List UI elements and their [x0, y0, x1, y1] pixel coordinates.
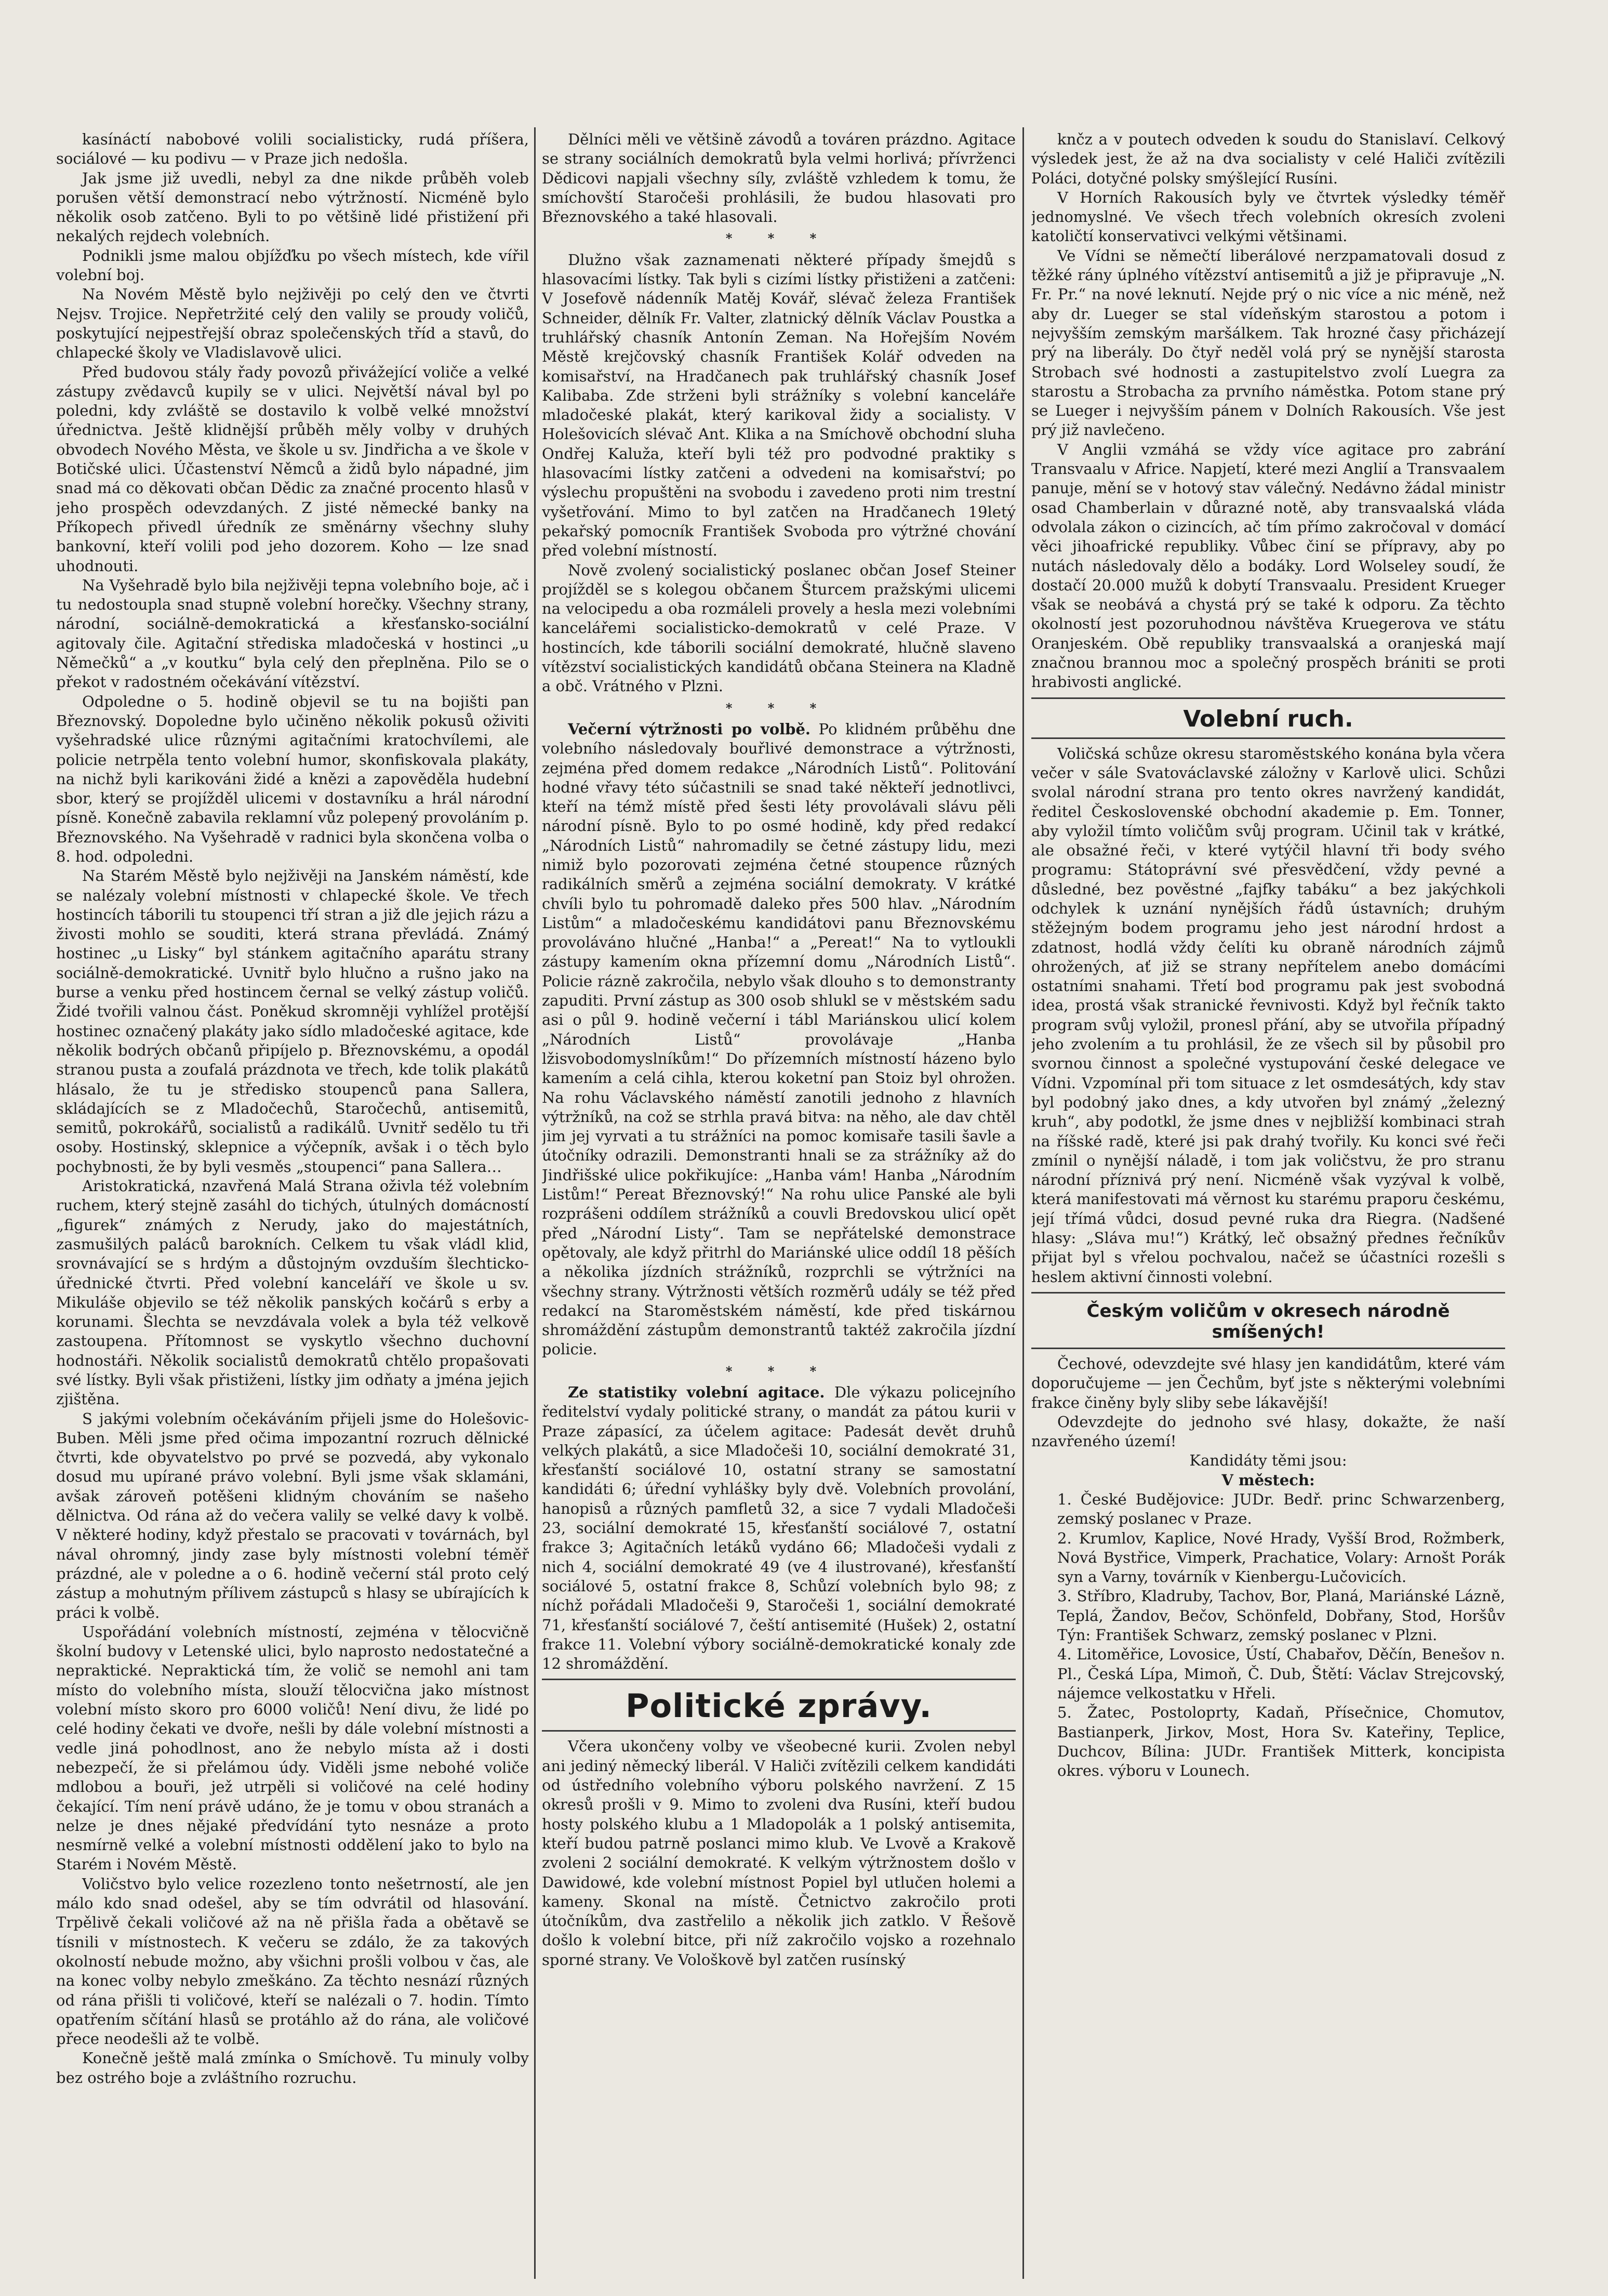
paragraph: Jak jsme již uvedli, nebyl za dne nikde průběh voleb porušen větší demonstrací nebo výtržností. Nicméně bylo několik osob zatčeno. Byli to po většině lidé přistižení při nekalých rejdech volebních.	[56, 169, 529, 245]
column-2	[542, 130, 1016, 2276]
paragraph: Voličstvo bylo velice rozezleno tonto nešetrností, ale jen málo kdo snad odešel, aby se tím odvrátil od hlasování. Trpělivě čekali voličové až na ně přišla řada a obětavě se tísnili v místnostech. K večeru se zdálo, že za takových okolností nebude možno, aby všichni prošli volbou v čas, ale na konec volby nebylo zmeškáno. Za těchto nesnází různých od rána přišli ti voličové, kteří se nalézali o 7. hodin. Tímto opatřením sčítání hlasů se protáhlo až do rána, ale voličové přece neodešli až te volbě.	[56, 1875, 529, 2048]
horizontal-rule	[1031, 737, 1505, 739]
paragraph: Voličská schůze okresu staroměstského konána byla včera večer v sále Svatováclavské záložny v Karlově ulici. Schůzi svolal národní strana pro tento okres navržený kandidát, ředitel Československé obchodní akademie p. Em. Tonner, aby vyložil tímto voličům svůj program. Učinil tak v krátké, ale obsažné řeči, v které vytýčil hlavní tři body svého programu: Státoprávní své přesvědčení, vždy pevné a důsledné, bez pověstné „fajfky tabáku“ a bez jakýchkoli odchylek k uznání nynějších řádů ústavních; druhým stěžejným bodem programu jeho jest národní hrdost a zdatnost, hodlá vždy čelíti ku obraně národních zájmů ohrožených, ať již se strany nepřítelem anebo domácími ostatními snahami. Třetí bod programu pak jest svobodná idea, prostá však stranické řevnivosti. Když byl řečník takto program svůj vyložil, pronesl přání, aby se utvořila případný jeho zvolením a tu prohlásil, že ze všech sil by působil pro svornou činnost a společné vystupování české delegace ve Vídni. Vzpomínal při tom situace z let osmdesátých, kdy stav byl podobný jako dnes, a kdy utvořen byl známý „železný kruh“, aby podotkl, že jsme dnes v nejbližší kombinaci strah na říšské radě, které jsi pak drahý tvořily. Ku konci své řeči zmínil o nynější náladě, i tom jak voličstvu, že pro stranu národní příznivá prý není. Nicméně však vyzýval k volbě, která manifestovati má věrnost ku starému praporu českému, její třímá vůdci, dosud pevné ruka dra Riegra. (Nadšené hlasy: „Sláva mu!“) Krátký, leč obsažný přednes řečníkův přijat byl s vřelou pochvalou, načež se účastníci rozešli s heslem aktivní činnosti volební.	[1031, 744, 1505, 1286]
cities-label: V městech:	[1221, 1471, 1315, 1489]
column-3	[1031, 130, 1505, 2276]
section-headline: Ze statistiky volební agitace.	[568, 1383, 825, 1401]
paragraph: Uspořádání volebních místností, zejména v tělocvičně školní budovy v Letenské ulici, bylo naprosto nedostatečné a nepraktické. Nepraktická tím, že volič se nemohl ani tam místo do volebního místa, slouží tělocvična jako místnost volební místo skoro pro 6000 voličů! Není divu, že lidé po celé hodiny čekati ve dvoře, nešli by dále volební místnosti a vedle jiná pohodlnost, ano že nebylo místa až i dosti nebezpečí, že si přelámou údy. Viděli jsme nebohé voliče mdlobou a bouři, jež utrpěli si voličové na celé hodiny čekající. Tím není právě udáno, že je tomu v obou stranách a nelze je dnes nějaké předvídání tyto nesnáze a proto nesmírně velké a volební místnosti oddělení jako to bylo na Starém i Novém Městě.	[56, 1622, 529, 1873]
candidates-label: Kandidáty těmi jsou:	[1189, 1452, 1347, 1470]
list-item: 5. Žatec, Postoloprty, Kadaň, Přísečnice, Chomutov, Bastianperk, Jirkov, Most, Hora Sv. Kateřiny, Teplice, Duchcov, Bílina: JUDr. František Mitterk, koncipista okres. výboru v Lounech.	[1057, 1704, 1505, 1780]
section-title: Českým voličům v okresech národně smíšených!	[1086, 1300, 1450, 1342]
paragraph: knčz a v poutech odveden k soudu do Stanislaví. Celkový výsledek jest, že až na dva socialisty v celé Haliči zvítězili Poláci, dotyčné polsky smýšlející Rusíni.	[1031, 130, 1505, 187]
paragraph: Včera ukončeny volby ve všeobecné kurii. Zvolen nebyl ani jediný německý liberál. V Haliči zvítězili celkem kandidáti od ústředního volebního výboru polského navržení. Z 15 okresů prošli v 9. Mimo to zvoleni dva Rusíni, kteří budou hosty polského klubu a 1 Mladopolák a 1 polský antisemita, kteří budou patrně poslanci mimo klub. Ve Lvově a Krakově zvoleni 2 sociální demokraté. K velkým výtržnostem došlo v Dawidowé, kde volební místnost Popiel byl utlučen holemi a kameny. Skonal na místě. Četnictvo zakročilo proti útočníkům, dva zastřelilo a několik jich zatklo. V Řešově došlo k volební bitce, při níž zakročilo vojsko a rozehnalo sporné strany. Ve Vološkově byl zatčen rusínský	[542, 1737, 1016, 1969]
column-1	[56, 130, 529, 2276]
paragraph-text: Po klidném průběhu dne volebního následovaly bouřlivé demonstrace a výtržnosti, zejména před domem redakce „Národních Listů“. Politování hodné vřavy této súčastnili se snad také někteří jednotlivci, kteří na témž místě před šesti léty provolávali slávu pěli národní písně. Bylo to po osmé hodině, kdy před redakcí „Národních Listů“ nahromadily se četné zástupy lidu, mezi nimiž bylo pozorovati zejména četné stoupence různých radikálních směrů a zejména sociální demokraty. V krátké chvíli bylo tu pohromadě daleko přes 500 hlav. „Národním Listům“ a mladočeskému kandidátovi panu Březnovskému provoláváno hlučné „Hanba!“ a „Pereat!“ Na to vytloukli zástupy kamením okna přízemní domu „Národních Listů“. Policie rázně zakročila, nebylo však dlouho s to demonstranty zapuditi. První zástup as 300 osob shlukl se v městském sadu asi o půl 9. hodině večerní i tábl Mariánskou ulicí kolem „Národních Listů“ provolávaje „Hanba lžisvobodomyslníkům!“ Do přízemních místností házeno bylo kamením a celá cihla, kterou koketní pan Stoiz byl ohrožen. Na rohu Václavského náměstí zanotili jednoho z hlavních výtržníků, na což se strhla pravá bitva: na něho, ale dav chtěl jim jej vyrvati a tu strážníci na pomoc komisaře tasili šavle a útočníky odrazili. Demonstranti hnali se za strážníky až do Jindřišské ulice pokřikujíce: „Hanba vám! Hanba „Národním Listům!“ Pereat Březnovský!“ Na rohu ulice Panské ale byli rozprášeni oddílem strážníků a couvli Bredovskou ulicí opět před „Národní Listy“. Tam se nepřátelské demonstrace opětovaly, ale když přitrhl do Mariánské ulice oddíl 18 pěších a několika jízdních strážníků, rozprchli se výtržníci na všechny strany. Výtržnosti větších rozměrů udály se též před redakcí na Staroměstském náměstí, kde před tiskárnou shromáždění zástupům demonstrantů taktéž zakročila jízdní policie.	[542, 720, 1016, 1358]
horizontal-rule	[1031, 697, 1505, 699]
paragraph: kasínáctí nabobové volili socialisticky, rudá příšera, sociálové — ku podivu — v Praze jich nedošla.	[56, 130, 529, 168]
horizontal-rule	[542, 1730, 1016, 1732]
separator-stars: * * *	[725, 700, 832, 716]
section-title: Politické zprávy.	[626, 1687, 932, 1725]
paragraph: Na Novém Městě bylo nejživěji po celý den ve čtvrti Nejsv. Trojice. Nepřetržité celý den valily se proudy voličů, poskytující nejpestřejší obraz společenských tříd a stavů, do chlapecké školy ve Vladislavově ulici.	[56, 285, 529, 362]
paragraph: Před budovou stály řady povozů přivážející voliče a velké zástupy zvědavců kupily se v ulici. Největší nával byl po poledni, kdy zvláště se dostavilo k volbě velké množství úřednictva. Ještě klidnější průběh měly volby v druhých obvodech Nového Města, ve škole u sv. Jindřicha a ve škole v Botičské ulici. Účastenství Němců a židů bylo nápadné, jim snad má co děkovati občan Dědic za značné procento hlasů v jeho prospěch odevzdaných. Z jisté německé banky na Příkopech přivedl úředník ze směnárny všechny sluhy bankovní, kteří volili pod jeho dozorem. Koho — lze snad uhodnouti.	[56, 363, 529, 575]
paragraph: Dlužno však zaznamenati některé případy šmejdů s hlasovacími lístky. Tak byli s cizími lístky přistiženi a zatčeni: V Josefově nádenník Matěj Kovář, slévač železa František Schneider, dělník Fr. Valter, zlatnický dělník Václav Poustka a truhlářský chasník Antonín Zeman. Na Hořejším Novém Městě krejčovský chasník František Kolář odveden na komisařství, na Hradčanech pak truhlářský chasník Josef Kalibaba. Zde strženi byli strážníky s volební kanceláře mladočeské plakát, který karikoval židy a socialisty. V Holešovicích slévač Ant. Klika a na Smíchově obchodní sluha Ondřej Kaluža, kteří byli též pro podvodné praktiky s hlasovacími lístky zatčeni a odvedeni na komisařství; po výslechu propuštěni na svobodu i zavedeno proti nim trestní vyšetřování. Mimo to byl zatčen na Hradčanech 19letý pekařský pomocník František Svoboda pro výtržné chování před volební místností.	[542, 250, 1016, 560]
paragraph: Nově zvolený socialistický poslanec občan Josef Steiner projížděl se s kolegou občanem Šturcem pražskými ulicemi na velocipedu a oba rozmáleli provely a hesla mezi volebními kancelářemi socialisticko-demokratů v celé Praze. V hostincích, kde táborili sociální demokraté, hlučně slaveno vítězství socialistických kandidátů občana Steinera na Kladně a obč. Vrátného v Plzni.	[542, 561, 1016, 695]
list-item: 1. České Budějovice: JUDr. Bedř. princ Schwarzenberg, zemský poslanec v Praze.	[1057, 1490, 1505, 1528]
candidate-list	[1031, 1490, 1505, 1780]
paragraph: Čechové, odevzdejte své hlasy jen kandidátům, které vám doporučujeme — jen Čechům, byť jste s některými volebními frakce činěny byly sliby sebe lákavější!	[1031, 1354, 1505, 1411]
paragraph: Dělníci měli ve většině závodů a továren prázdno. Agitace se strany sociálních demokratů byla velmi horlivá; přívrženci Dědicovi napjali všechny síly, zvláště vzhledem k tomu, že smíchovští Staročeši prohlásili, že budou hlasovati pro Březnovského a také hlasovali.	[542, 130, 1016, 226]
paragraph-text: Dle výkazu policejního ředitelství vydaly politické strany, o mandát za pátou kurii v Praze zápasící, za účelem agitace: Padesát devět druhů velkých plakátů, a sice Mladočeši 10, sociální demokraté 31, křesťanští sociálové 10, ostatní strany se samostatní kandidáti 6; úřední vyhlášky byly dvě. Volebních provolání, hanopisů a různých pamfletů 32, a sice 7 vydali Mladočeši 23, sociální demokraté 15, křesťanští sociálové 7, ostatní frakce 3; Agitačních letáků vydáno 66; Mladočeši vydali z nich 4, sociální demokraté 49 (ve 4 ilustrované), křesťanští sociálové 5, ostatní frakce 8, Schůzí volebních bylo 98; z níchž pořádali Mladočeši 9, Staročeši 1, sociální demokraté 71, křesťanští sociálové 7, čeští antisemité (Hušek) 2, ostatní frakce 11. Volební výbory sociálně-demokratické konaly zde 12 shromáždění.	[542, 1383, 1016, 1673]
paragraph: Konečně ještě malá zmínka o Smíchově. Tu minuly volby bez ostrého boje a zvláštního rozruchu.	[56, 2049, 529, 2087]
list-item: 2. Krumlov, Kaplice, Nové Hrady, Vyšší Brod, Rožmberk, Nová Bystřice, Vimperk, Prachatice, Volary: Arnošt Porák syn a Varny, továrník v Kienbergu-Lučovicích.	[1057, 1529, 1505, 1586]
separator-stars: * * *	[725, 1363, 832, 1379]
paragraph: Podnikli jsme malou objížďku po všech místech, kde vířil volební boj.	[56, 246, 529, 284]
paragraph	[542, 720, 1016, 1360]
paragraph: Aristokratická, nzavřená Malá Strana oživla též volebním ruchem, který stejně zasáhl do tichých, útulných domácností „figurek“ známých z Nerudy, jako do majestátních, zasmušilých paláců barokních. Celkem tu však vládl klid, srovnávající se s hrdým a důstojným ovzduším šlechticko-úřednické čtvrti. Před volební kanceláří ve škole u sv. Mikuláše objevilo se též několik panských kočárů s erby a korunami. Šlechta se nevzdávala volek a byla též velkově zastoupena. Přítomnost se vyskytlo všechno duchovní hodnostáři. Několik socialistů demokratů chtělo propašovati své lístky. Byli však přistiženi, lístky jim odňaty a jména jejich zjištěna.	[56, 1177, 529, 1408]
section-headline: Večerní výtržnosti po volbě.	[568, 720, 811, 738]
paragraph: Odpoledne o 5. hodině objevil se tu na bojišti pan Březnovský. Dopoledne bylo učiněno několik pokusů oživiti vyšehradské ulice různými agitačními kratochvílemi, ale policie netrpěla tento volební humor, skonfiskovala plakáty, na nichž byli karikováni židé a knězi a zapověděla hudební sbor, který se projížděl ulicemi v dostavníku a hrál národní písně. Konečně zabavila reklamní vůz polepený provoláním p. Březnovského. Na Vyšehradě v radnici byla skončena volba o 8. hod. odpoledni.	[56, 692, 529, 865]
list-item: 3. Stříbro, Kladruby, Tachov, Bor, Planá, Mariánské Lázně, Teplá, Žandov, Bečov, Schönfeld, Dobřany, Stod, Horšův Týn: František Schwarz, zemský poslanec v Plzni.	[1057, 1587, 1505, 1644]
separator-stars: * * *	[725, 231, 832, 246]
paragraph	[542, 1383, 1016, 1673]
list-item: 4. Litoměřice, Lovosice, Ústí, Chabařov, Děčín, Benešov n. Pl., Česká Lípa, Mimoň, Č. Dub, Štětí: Václav Strejcovský, nájemce velkostatku v Hřeli.	[1057, 1645, 1505, 1702]
column-rule-2	[1022, 127, 1024, 2279]
paragraph: Ve Vídni se němečtí liberálové nerzpamatovali dosud z těžké rány úplného vítězství antisemitů a již je připravuje „N. Fr. Pr.“ na nové leknutí. Nejde prý o nic více a nic méně, než aby dr. Lueger se stal vídeňským starostou a potom i nejvyšším zemským maršálkem. Tak hrozné časy přicházejí prý na liberály. Do čtyř neděl volá prý se nynější starosta Strobach své hodnosti a zastupitelstvo zvolí Luegra za starostu a Strobacha za prvního náměstka. Potom stane prý se Lueger i nejvyšším pánem v Dolních Rakousích. Vše jest prý již navlečeno.	[1031, 246, 1505, 439]
horizontal-rule	[1031, 1348, 1505, 1349]
paragraph: S jakými volebním očekáváním přijeli jsme do Holešovic-Buben. Měli jsme před očima impozantní rozruch dělnické čtvrti, kde obyvatelstvo po prvé se pozvedá, aby vykonalo dosud mu upírané právo volební. Byli jsme však sklamáni, avšak zároveň potěšeni klidným chováním se našeho dělnictva. Od rána až do večera valily se velké davy k volbě. V některé hodiny, když přestalo se pracovati v továrnách, byl nával ohromný, jindy zase byly místnosti volební téměř prázdné, ale v poledne a o 6. hodině večerní stál proto celý zástup a mohutným přílivem zástupců s hlasy se ubírajících k práci k volbě.	[56, 1409, 529, 1621]
paragraph: V Anglii vzmáhá se vždy více agitace pro zabrání Transvaalu v Africe. Napjetí, které mezi Anglií a Transvaalem panuje, mění se v hotový stav válečný. Nedávno žádal ministr osad Chamberlain v důrazné notě, aby transvaalská vláda odvolala zákon o cizincích, ač tím přímo zakročoval v domácí věci jihoafrické republiky. Vůbec činí se přípravy, aby po nutách následovaly dělo a bodáky. Lord Wolseley soudí, že dostačí 20.000 mužů k dobytí Transvaalu. President Krueger však se neobává a chystá prý se také k odporu. Za těchto okolností jest pozoruhodnou návštěva Kruegerova ve státu Oranjeském. Obě republiky transvaalská a oranjeská mají značnou brannou moc a společný prospěch brániti se proti hrabivosti anglické.	[1031, 440, 1505, 691]
horizontal-rule	[1031, 1292, 1505, 1294]
section-title: Volební ruch.	[1183, 705, 1353, 732]
column-rule-1	[534, 127, 536, 2279]
paragraph: Na Starém Městě bylo nejživěji na Janském náměstí, kde se nalézaly volební místnosti v chlapecké škole. Ve třech hostincích táborili tu stoupenci tří stran a již dle jejich rázu a živosti mohlo se souditi, která strana převládá. Známý hostinec „u Lisky“ byl stánkem agitačního aparátu strany sociálně-demokratické. Uvnitř bylo hlučno a rušno jako na burse a venku před hostincem černal se velký zástup voličů. Židé tvořili valnou část. Poněkud skromněji vyhlížel protější hostinec označený plakáty jako sídlo mladočeské agitace, kde několik bodrých občanů připíjelo p. Březnovskému, a opodál stranou pusta a zoufalá prázdnota ve třech, kde tolik plakátů hlásalo, že tu je středisko stoupenců pana Sallera, skládajících se z Mladočechů, Staročechů, antisemitů, semitů, pokrokářů, socialistů a radikálů. Uvnitř sedělo tu tři osoby. Hostinský, sklepnice a výčepník, avšak i o těch bylo pochybnosti, že by byli vesměs „stoupenci“ pana Sallera…	[56, 867, 529, 1176]
paragraph: V Horních Rakousích byly ve čtvrtek výsledky téměř jednomyslné. Ve všech třech volebních okresích zvoleni katoličtí konservativci velkými většinami.	[1031, 188, 1505, 245]
horizontal-rule	[542, 1679, 1016, 1680]
paragraph: Odevzdejte do jednoho své hlasy, dokažte, že naší nzavřeného území!	[1031, 1413, 1505, 1450]
paragraph: Na Vyšehradě bylo bila nejživěji tepna volebního boje, ač i tu nedostoupla snad stupně volební horečky. Všechny strany, národní, sociálně-demokratická a křesťansko-sociální agitovaly čile. Agitační střediska mladočeská v hostinci „u Němečků“ a „v koutku“ byla celý den přeplněna. Pilo se o překot v radostném očekávání vítězství.	[56, 576, 529, 691]
